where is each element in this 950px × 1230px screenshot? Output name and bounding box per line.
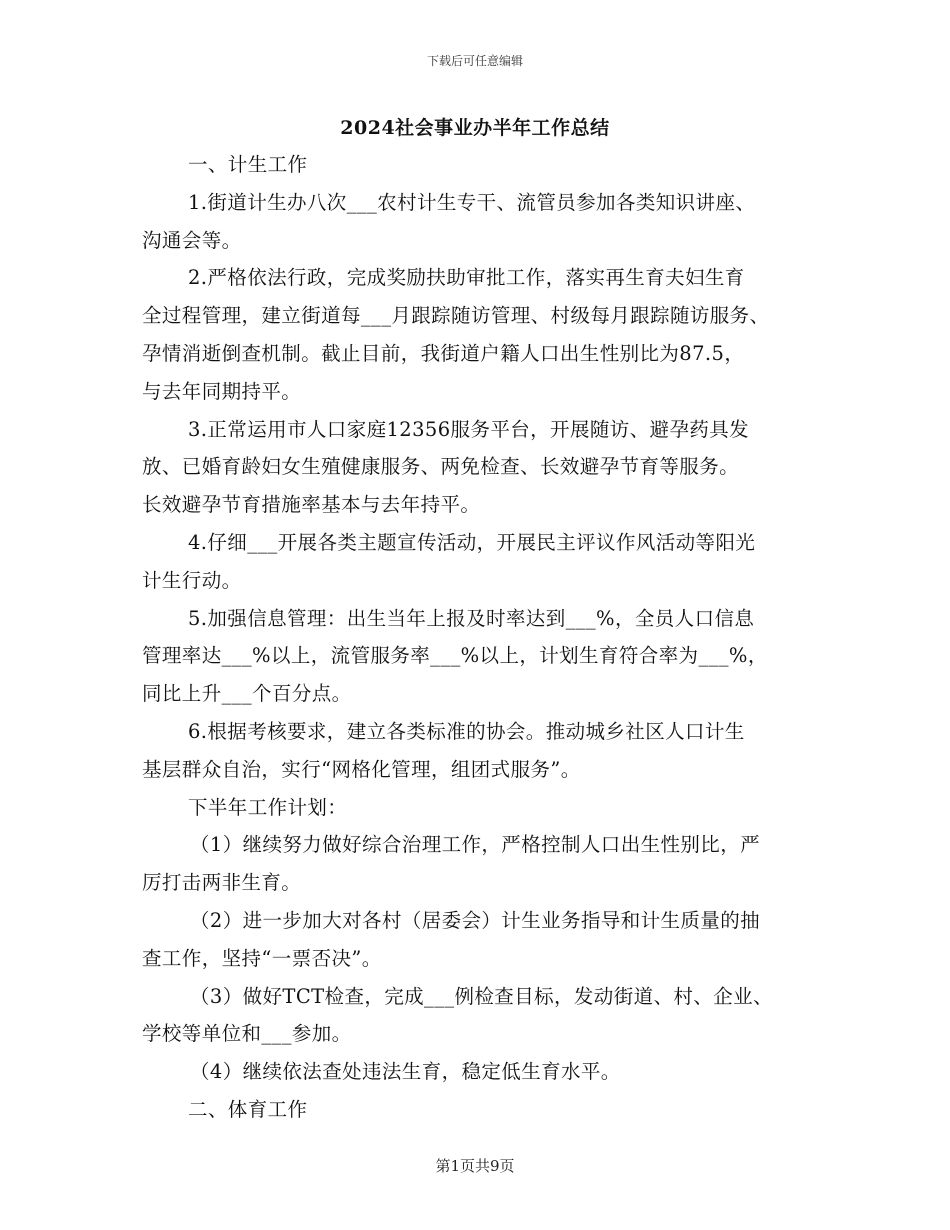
paragraph-line: 5.加强信息管理：出生当年上报及时率达到___%，全员人口信息 [188,606,755,630]
plan-item-line: 查工作，坚持“一票否决”。 [142,946,382,970]
plan-item-line: （4）继续依法查处违法生育，稳定低生育水平。 [190,1060,621,1084]
plan-item-line: 学校等单位和___参加。 [142,1022,352,1046]
paragraph-line: 长效避孕节育措施率基本与去年持平。 [142,493,481,517]
paragraph-line: 计生行动。 [142,568,242,592]
plan-item-line: 厉打击两非生育。 [142,871,302,895]
paragraph-line: 基层群众自治，实行“网格化管理，组团式服务”。 [142,757,581,781]
section-heading: 一、计生工作 [188,153,308,176]
paragraph-line: 4.仔细___开展各类主题宣传活动，开展民主评议作风活动等阳光 [188,530,756,554]
paragraph-line: 沟通会等。 [142,228,242,252]
document-body [142,146,814,1129]
paragraph-line: 放、已婚育龄妇女生殖健康服务、两免检查、长效避孕节育等服务。 [142,455,740,479]
paragraph-line: 全过程管理，建立街道每___月跟踪随访管理、村级每月跟踪随访服务、 [142,304,770,328]
paragraph-line: 同比上升___个百分点。 [142,682,352,706]
plan-item-line: （3）做好TCT检查，完成___例检查目标，发动街道、村、企业、 [190,984,773,1008]
plan-item-line: （1）继续努力做好综合治理工作，严格控制人口出生性别比，严 [190,833,761,857]
paragraph-line: 3.正常运用市人口家庭12356服务平台，开展随访、避孕药具发 [188,417,750,441]
document-title: 2024社会事业办半年工作总结 [340,117,610,139]
paragraph-line: 与去年同期持平。 [142,379,302,403]
paragraph-line: 孕情消逝倒查机制。截止目前，我街道户籍人口出生性别比为87.5， [142,341,745,365]
paragraph-line: 2.严格依法行政，完成奖励扶助审批工作，落实再生育夫妇生育 [188,266,745,290]
page-number-footer: 第1页共9页 [435,1157,515,1175]
page-header-note: 下载后可任意编辑 [426,54,523,68]
section-heading: 二、体育工作 [188,1097,308,1121]
plan-item-line: （2）进一步加大对各村（居委会）计生业务指导和计生质量的抽 [190,908,761,932]
paragraph-line: 1.街道计生办八次___农村计生专干、流管员参加各类知识讲座、 [188,190,756,214]
subsection-heading: 下半年工作计划： [188,795,348,819]
paragraph-line: 6.根据考核要求，建立各类标准的协会。推动城乡社区人口计生 [188,719,745,743]
paragraph-line: 管理率达___%以上，流管服务率___%以上，计划生育符合率为___%， [142,644,768,668]
